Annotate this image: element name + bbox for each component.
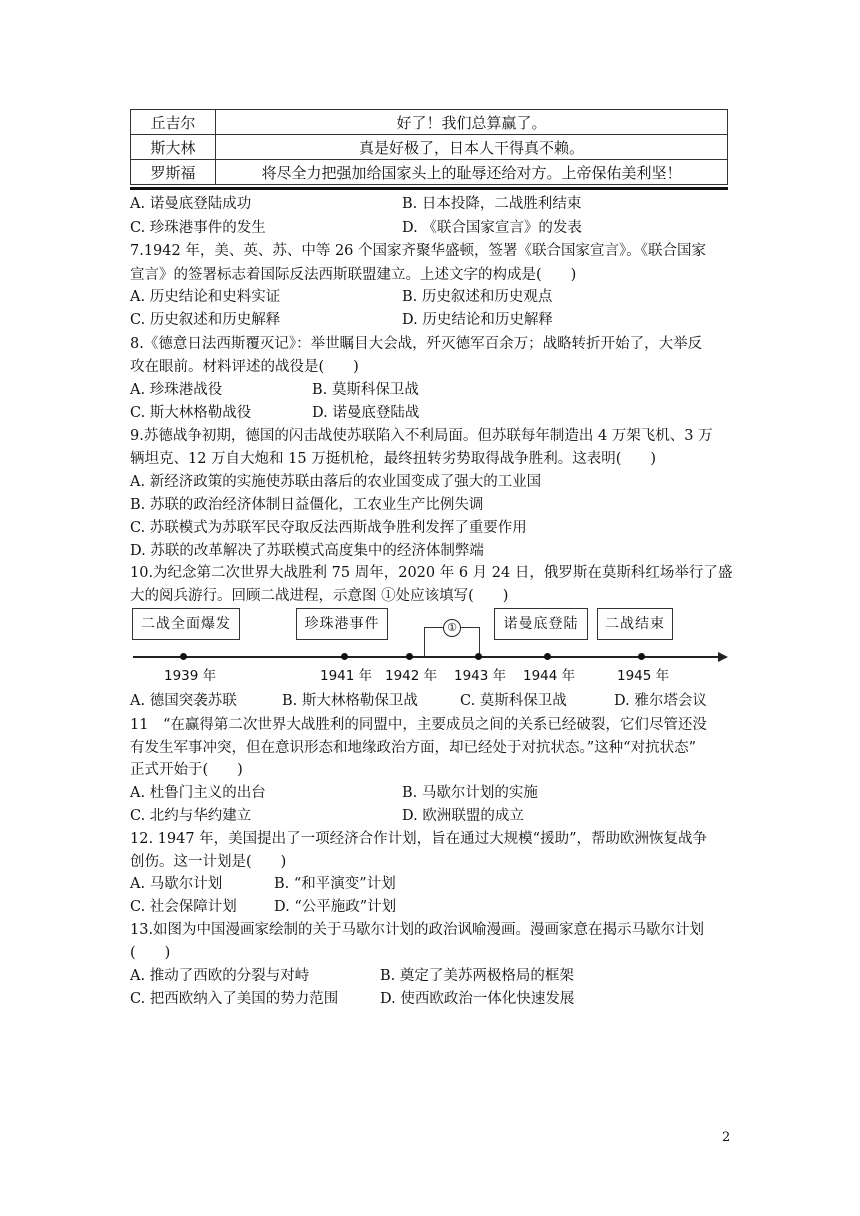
q10-stem-line1: 10.为纪念第二次世界大战胜利 75 周年，2020 年 6 月 24 日，俄罗斯在莫斯科红场举行了盛 [130,565,733,581]
quote-table [130,109,728,185]
arrow-right-icon [718,652,728,662]
ww2-timeline-diagram [130,600,730,690]
table-row [131,160,728,185]
q11-option-a[interactable]: A. 杜鲁门主义的出台 [130,785,266,801]
q11-option-c[interactable]: C. 北约与华约建立 [130,808,252,824]
timeline-year-label: 1943 年 [454,668,507,684]
q9-option-a[interactable]: A. 新经济政策的实施使苏联由落后的农业国变成了强大的工业国 [130,474,542,490]
q7-option-d[interactable]: D. 历史结论和历史解释 [402,312,553,328]
timeline-event-box: 二战结束 [597,608,673,640]
q7-stem-line2: 宣言》的签署标志着国际反法西斯联盟建立。上述文字的构成是( ) [130,267,577,283]
timeline-event-box: 二战全面爆发 [132,608,240,640]
speaker-quote: 好了！我们总算赢了。 [216,110,728,135]
q9-option-c[interactable]: C. 苏联模式为苏联军民夺取反法西斯战争胜利发挥了重要作用 [130,520,527,536]
table-row [131,135,728,160]
q13-option-d[interactable]: D. 使西欧政治一体化快速发展 [380,991,575,1007]
q12-stem-line1: 12. 1947 年，美国提出了一项经济合作计划，旨在通过大规模“援助”，帮助欧洲恢复战争 [130,831,708,847]
speaker-name: 斯大林 [131,135,216,160]
q13-stem-line1: 13.如图为中国漫画家绘制的关于马歇尔计划的政治讽喻漫画。漫画家意在揭示马歇尔计划 [130,922,705,938]
q12-option-a[interactable]: A. 马歇尔计划 [130,876,223,892]
q11-stem-line2: 有发生军事冲突，但在意识形态和地缘政治方面，却已经处于对抗状态。”这种“对抗状态” [130,740,696,756]
q8-option-d[interactable]: D. 诺曼底登陆战 [312,405,420,421]
q10-stem-line2: 大的阅兵游行。回顾二战进程，示意图 ①处应该填写( ) [130,588,509,604]
q12-option-b[interactable]: B. “和平演变”计划 [274,876,396,892]
q13-stem-line2: ( ) [130,945,171,961]
q11-stem-line1: 11 “在赢得第二次世界大战胜利的同盟中，主要成员之间的关系已经破裂，它们尽管还没 [130,717,707,733]
timeline-year-label: 1939 年 [164,668,217,684]
q7-option-a[interactable]: A. 历史结论和史料实证 [130,289,281,305]
q11-option-d[interactable]: D. 欧洲联盟的成立 [402,808,524,824]
q10-option-d[interactable]: D. 雅尔塔会议 [614,693,707,709]
speaker-quote: 将尽全力把强加给国家头上的耻辱还给对方。上帝保佑美利坚！ [216,160,728,185]
q8-stem-line1: 8.《德意日法西斯覆灭记》：举世瞩目大会战，歼灭德军百余万；战略转折开始了，大举反 [130,336,703,352]
timeline-dot [406,653,413,660]
timeline-dot [638,653,645,660]
timeline-event-box: 珍珠港事件 [296,608,388,640]
q9-option-d[interactable]: D. 苏联的改革解决了苏联模式高度集中的经济体制弊端 [130,543,484,559]
timeline-dot [341,653,348,660]
timeline-year-label: 1945 年 [617,668,670,684]
timeline-year-label: 1941 年 [320,668,373,684]
timeline-dot [180,653,187,660]
timeline-year-label: 1944 年 [523,668,576,684]
q11-stem-line3: 正式开始于( ) [130,762,243,778]
q6-option-a[interactable]: A. 诺曼底登陆成功 [130,196,252,212]
q10-option-c[interactable]: C. 莫斯科保卫战 [460,693,567,709]
q8-option-c[interactable]: C. 斯大林格勒战役 [130,405,252,421]
q8-option-a[interactable]: A. 珍珠港战役 [130,382,223,398]
timeline-year-label: 1942 年 [385,668,438,684]
table-bottom-rule [130,187,728,190]
q13-option-a[interactable]: A. 推动了西欧的分裂与对峙 [130,968,310,984]
q10-option-a[interactable]: A. 德国突袭苏联 [130,693,237,709]
q13-option-c[interactable]: C. 把西欧纳入了美国的势力范围 [130,991,339,1007]
q8-stem-line2: 攻在眼前。材料评述的战役是( ) [130,359,359,375]
q6-option-d[interactable]: D. 《联合国家宣言》的发表 [402,220,582,236]
timeline-dot [544,653,551,660]
q10-option-b[interactable]: B. 斯大林格勒保卫战 [282,693,418,709]
q11-option-b[interactable]: B. 马歇尔计划的实施 [402,785,538,801]
q7-option-c[interactable]: C. 历史叙述和历史解释 [130,312,281,328]
q12-option-d[interactable]: D. “公平施政”计划 [274,899,397,915]
q6-option-b[interactable]: B. 日本投降，二战胜利结束 [402,196,582,212]
timeline-axis [133,656,723,658]
q12-stem-line2: 创伤。这一计划是( ) [130,854,287,870]
timeline-dot [475,653,482,660]
q9-stem-line2: 辆坦克、12 万自大炮和 15 万挺机枪，最终扭转劣势取得战争胜利。这表明( ) [130,451,657,467]
q8-option-b[interactable]: B. 莫斯科保卫战 [312,382,419,398]
q7-stem-line1: 7.1942 年，美、英、苏、中等 26 个国家齐聚华盛顿，签署《联合国家宣言》。《联合国家 [130,243,707,259]
q7-option-b[interactable]: B. 历史叙述和历史观点 [402,289,553,305]
speaker-name: 罗斯福 [131,160,216,185]
page-number: 2 [722,1130,731,1145]
q12-option-c[interactable]: C. 社会保障计划 [130,899,237,915]
q9-option-b[interactable]: B. 苏联的政治经济体制日益僵化，工农业生产比例失调 [130,497,484,513]
speaker-name: 丘吉尔 [131,110,216,135]
table-row [131,110,728,135]
timeline-event-box: 诺曼底登陆 [494,608,588,640]
blank-marker-circle: ① [443,619,461,637]
speaker-quote: 真是好极了，日本人干得真不赖。 [216,135,728,160]
q6-option-c[interactable]: C. 珍珠港事件的发生 [130,220,266,236]
q9-stem-line1: 9.苏德战争初期，德国的闪击战使苏联陷入不利局面。但苏联每年制造出 4 万架飞机、3 万 [130,428,713,444]
q13-option-b[interactable]: B. 奠定了美苏两极格局的框架 [380,968,574,984]
